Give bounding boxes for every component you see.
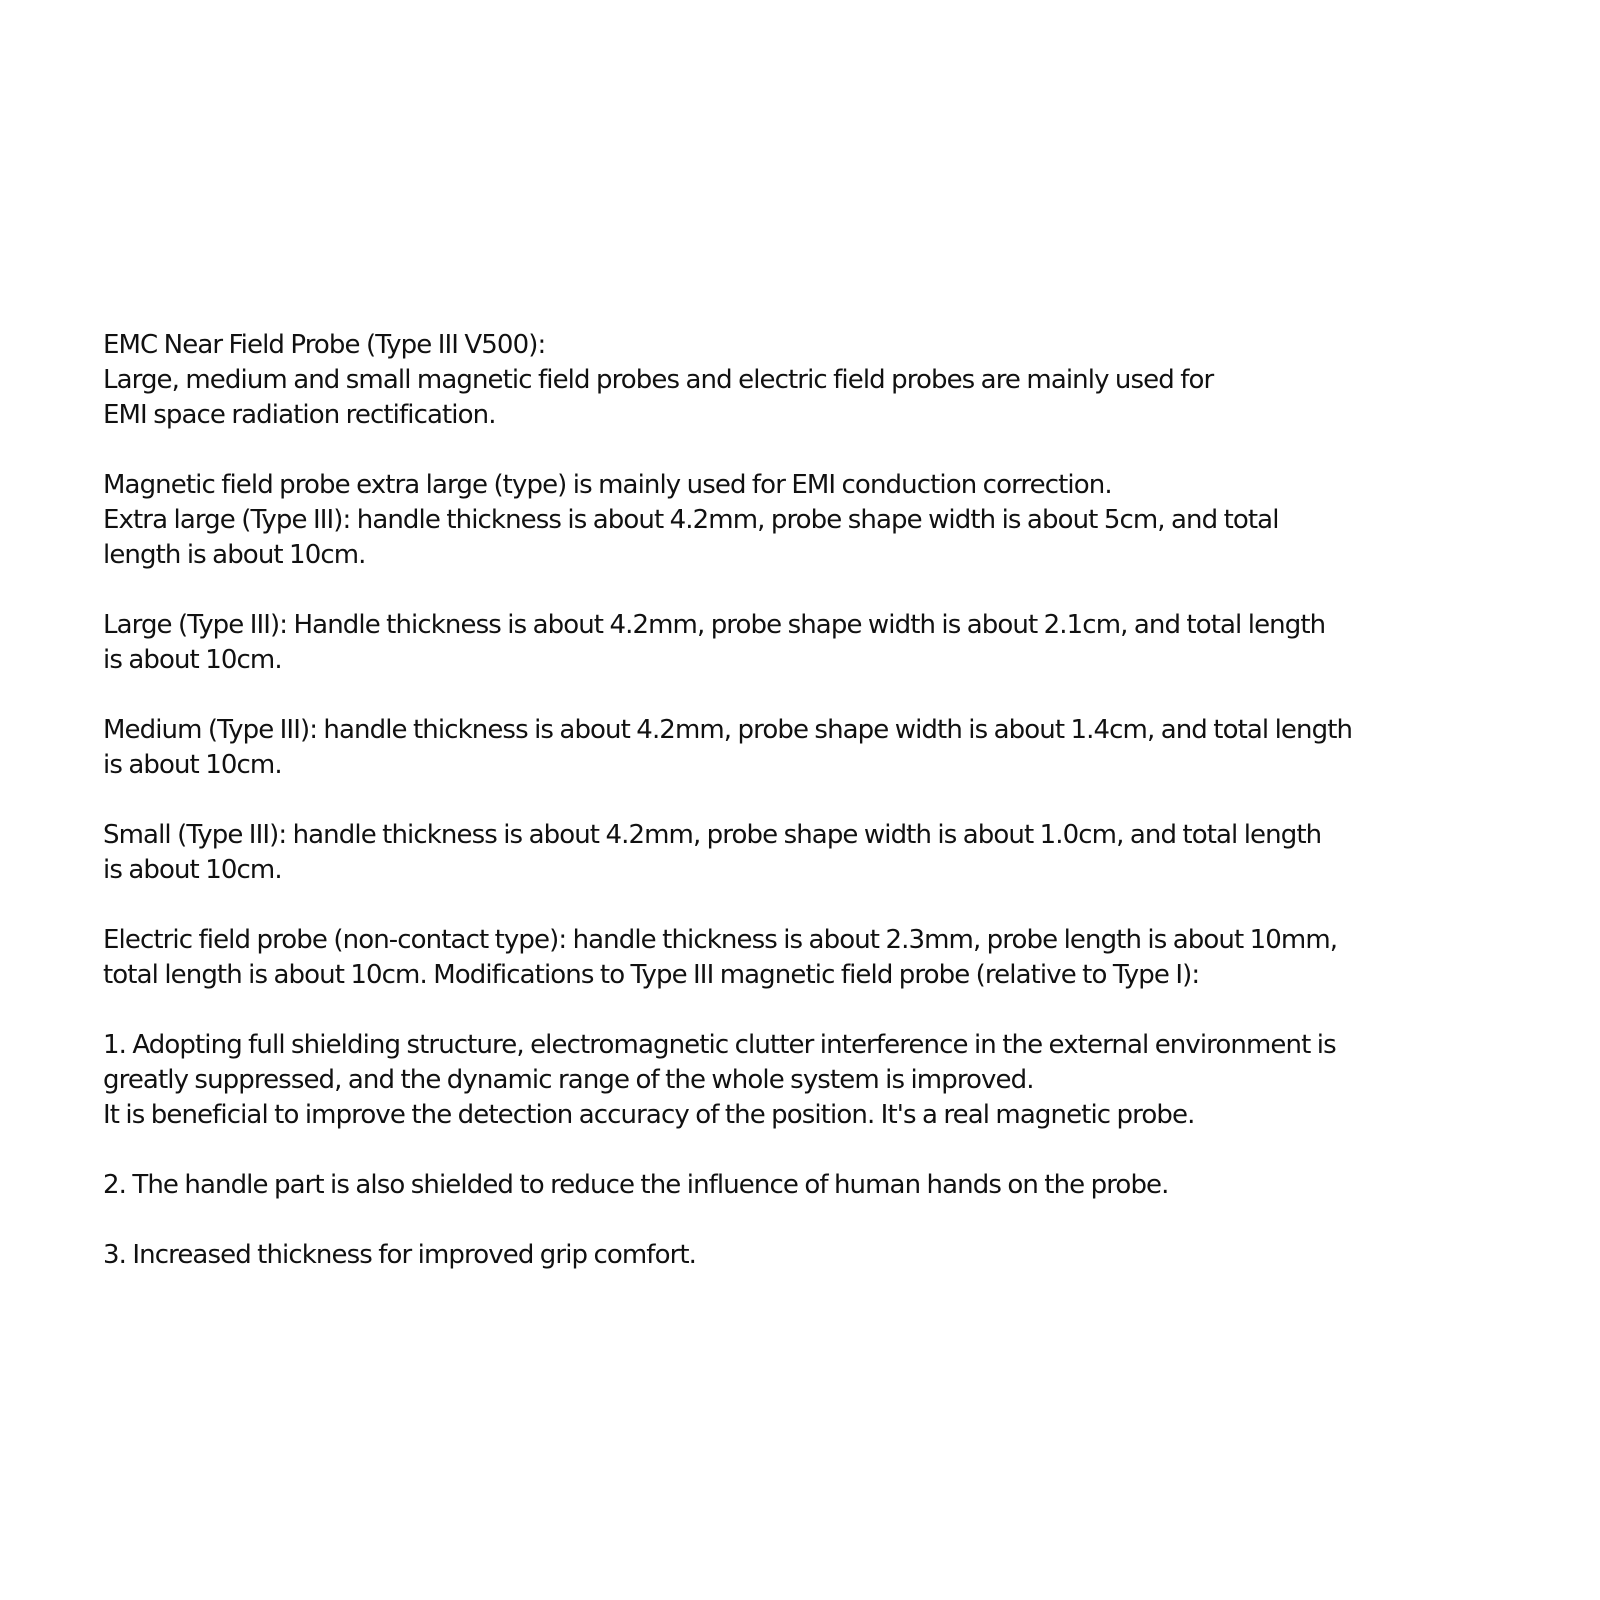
text-line: Electric field probe (non-contact type): handle thickness is about 2.3mm, probe length is about 10mm,: [103, 925, 1338, 955]
text-line: 3. Increased thickness for improved grip comfort.: [103, 1240, 697, 1270]
text-line: It is beneficial to improve the detection accuracy of the position. It's a real magnetic probe.: [103, 1100, 1195, 1130]
text-line: is about 10cm.: [103, 645, 282, 675]
text-line: 1. Adopting full shielding structure, electromagnetic clutter interference in the external environment is: [103, 1030, 1336, 1060]
text-line: Extra large (Type III): handle thickness is about 4.2mm, probe shape width is about 5cm, and total: [103, 505, 1279, 535]
modification-item-3: [103, 1238, 1543, 1273]
text-line: Medium (Type III): handle thickness is about 4.2mm, probe shape width is about 1.4cm, and total length: [103, 715, 1353, 745]
document-title: EMC Near Field Probe (Type III V500):: [103, 330, 546, 360]
electric-field-paragraph: [103, 923, 1543, 993]
text-line: is about 10cm.: [103, 855, 282, 885]
medium-paragraph: [103, 713, 1543, 783]
text-line: is about 10cm.: [103, 750, 282, 780]
document-body: [103, 328, 1543, 1308]
modification-item-1: [103, 1028, 1543, 1133]
text-line: length is about 10cm.: [103, 540, 366, 570]
text-line: Large (Type III): Handle thickness is about 4.2mm, probe shape width is about 2.1cm, and total length: [103, 610, 1326, 640]
text-line: 2. The handle part is also shielded to reduce the influence of human hands on the probe.: [103, 1170, 1169, 1200]
text-line: Small (Type III): handle thickness is about 4.2mm, probe shape width is about 1.0cm, and total length: [103, 820, 1322, 850]
text-line: Large, medium and small magnetic field probes and electric field probes are mainly used for: [103, 365, 1214, 395]
text-line: Magnetic field probe extra large (type) is mainly used for EMI conduction correction.: [103, 470, 1112, 500]
intro-paragraph: [103, 328, 1543, 433]
modification-item-2: [103, 1168, 1543, 1203]
text-line: greatly suppressed, and the dynamic range of the whole system is improved.: [103, 1065, 1034, 1095]
large-paragraph: [103, 608, 1543, 678]
text-line: EMI space radiation rectification.: [103, 400, 496, 430]
small-paragraph: [103, 818, 1543, 888]
extra-large-paragraph: [103, 468, 1543, 573]
text-line: total length is about 10cm. Modifications to Type III magnetic field probe (relative to Type I):: [103, 960, 1200, 990]
